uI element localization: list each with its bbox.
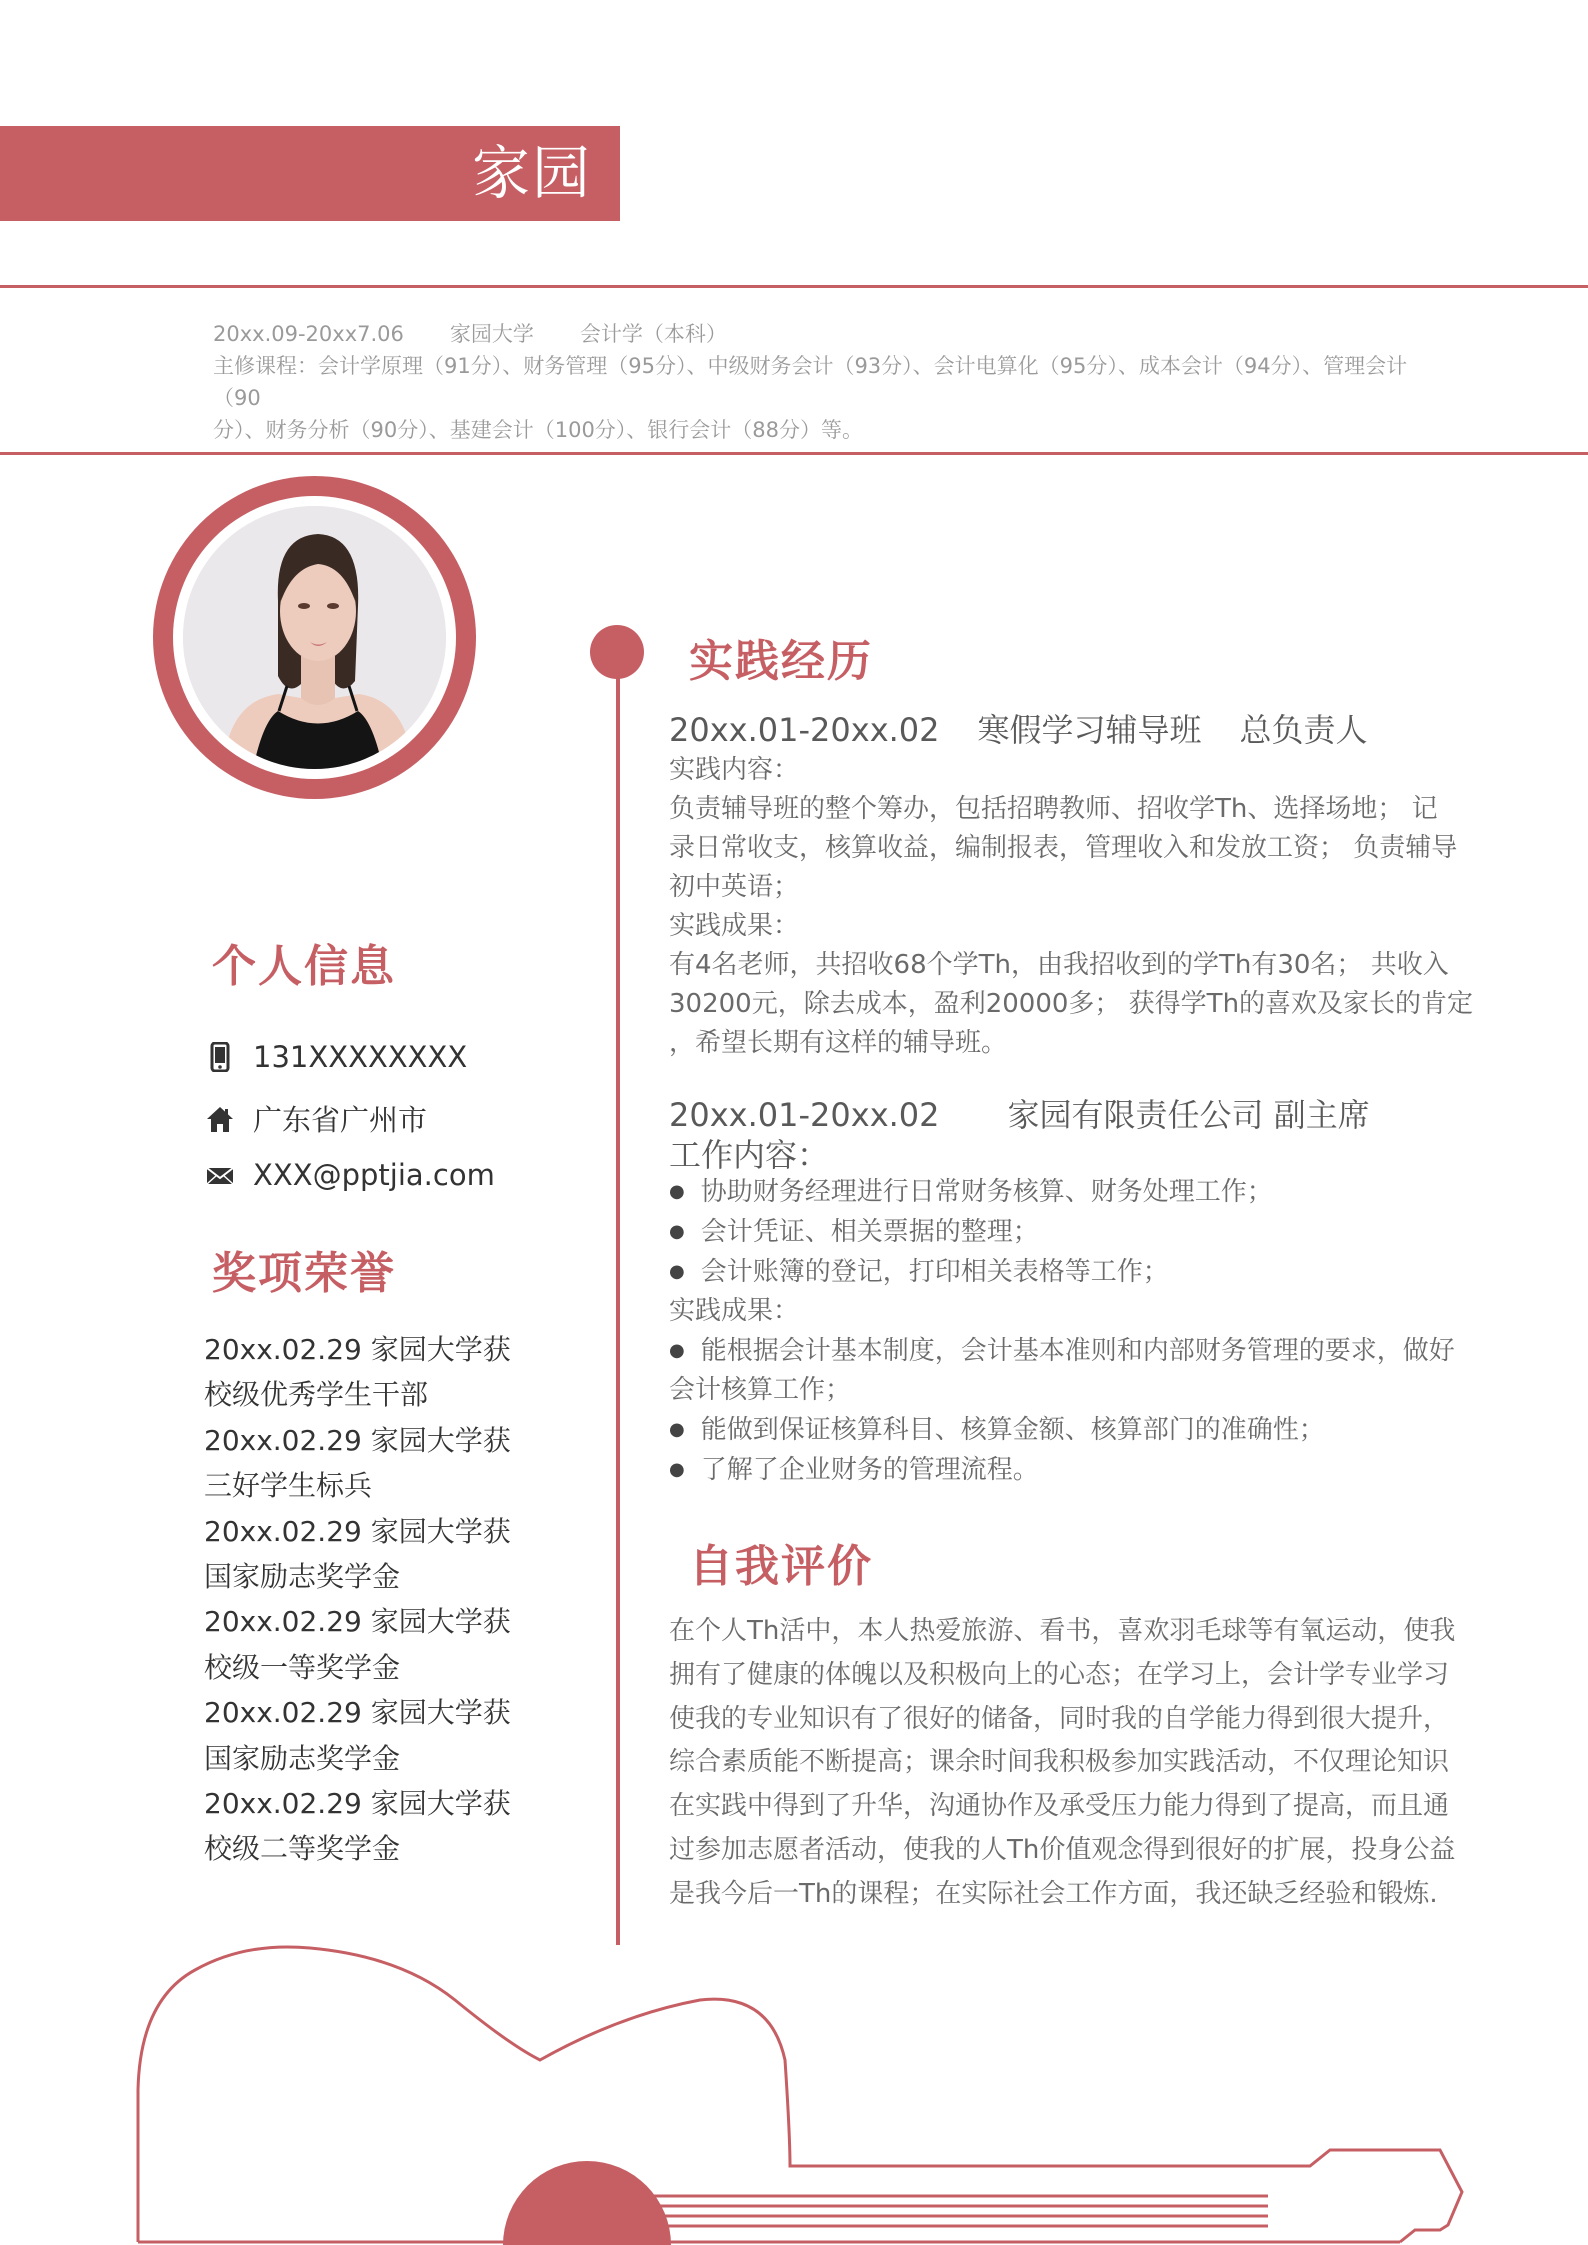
education-divider [0,452,1588,455]
self-eval-line: 在实践中得到了升华，沟通协作及承受压力能力得到了提高，而且通 [669,1791,1450,1822]
education-school: 家园大学 [449,322,534,346]
job2-result-label: 实践成果： [669,1296,800,1326]
award-line: 20xx.02.29 家园大学获 [204,1605,511,1639]
job2-result-bullet: ● 能根据会计基本制度，会计基本准则和内部财务管理的要求，做好 [669,1331,1489,1371]
practice-title: 实践经历 [689,636,873,687]
award-line: 国家励志奖学金 [204,1560,401,1594]
timeline-line [616,650,620,1945]
job1-content-line: 录日常收支，核算收益，编制报表，管理收入和发放工资； 负责辅导 [669,833,1458,863]
award-line: 20xx.02.29 家园大学获 [204,1514,511,1548]
guitar-outline-decoration [0,1930,1588,2245]
award-line: 校级优秀学生干部 [204,1378,429,1412]
mail-icon [205,1160,235,1190]
job2-bullet: ● 会计凭证、相关票据的整理； [669,1212,1489,1252]
contact-email [205,1158,495,1192]
self-eval-text [669,1610,1489,1917]
job1-content-line: 负责辅导班的整个筹办，包括招聘教师、招收学Th、选择场地； 记 [669,794,1438,824]
self-eval-line: 过参加志愿者活动，使我的人Th价值观念得到很好的扩展，投身公益 [669,1834,1456,1865]
job2-bullet: ● 协助财务经理进行日常财务核算、财务处理工作； [669,1172,1489,1212]
phone-icon [205,1042,235,1072]
award-line: 20xx.02.29 家园大学获 [204,1333,511,1366]
job1-role: 总负责人 [1239,711,1368,749]
job2-body [669,1172,1489,1490]
awards-title: 奖项荣誉 [212,1248,396,1299]
self-eval-line: 拥有了健康的体魄以及积极向上的心态；在学习上，会计学专业学习 [669,1659,1450,1690]
award-line: 国家励志奖学金 [204,1741,401,1775]
education-block [213,318,1443,446]
avatar [153,476,476,799]
job1-header [669,705,1406,751]
job2-result-bullet: ● 能做到保证核算科目、核算金额、核算部门的准确性； [669,1410,1489,1450]
education-courses-line: 主修课程：会计学原理（91分）、财务管理（95分）、中级财务会计（93分）、会计电算化（95分）、成本会计（94分）、管理会计（90 [213,354,1408,410]
education-period: 20xx.09-20xx7.06 [213,322,404,346]
job1-org: 寒假学习辅导班 [977,711,1202,749]
phone-number: 131XXXXXXXX [253,1040,468,1074]
candidate-name: 家园 [471,139,592,207]
award-line: 20xx.02.29 家园大学获 [204,1696,511,1730]
awards-list [204,1327,604,1872]
job2-result-bullet: ● 了解了企业财务的管理流程。 [669,1450,1489,1490]
contact-phone [205,1040,467,1074]
job2-period: 20xx.01-20xx.02 [669,1096,940,1134]
job1-result-line: ，希望长期有这样的辅导班。 [669,1028,1008,1058]
award-line: 校级二等奖学金 [204,1832,401,1866]
job1-result-line: 30200元，除去成本，盈利20000多； 获得学Th的喜欢及家长的肯定 [669,989,1474,1019]
portrait-photo [183,506,446,769]
award-line: 三好学生标兵 [204,1469,373,1503]
self-eval-line: 在个人Th活中，本人热爱旅游、看书，喜欢羽毛球等有氧运动，使我 [669,1616,1456,1646]
address-text: 广东省广州市 [253,1103,428,1137]
guitar-soundhole [503,2161,671,2245]
self-eval-line: 使我的专业知识有了很好的储备，同时我的自学能力得到很大提升， [669,1703,1450,1734]
self-eval-title: 自我评价 [689,1541,873,1592]
award-line: 校级一等奖学金 [204,1650,401,1684]
job2-bullet: ● 会计账簿的登记，打印相关表格等工作； [669,1252,1489,1292]
top-divider [0,285,1588,288]
self-eval-line: 是我今后一Th的课程；在实际社会工作方面，我还缺乏经验和锻炼. [669,1878,1438,1909]
job1-body [669,751,1489,1063]
job1-content-line: 初中英语； [669,872,800,902]
home-icon [205,1104,235,1134]
contact-address [205,1098,427,1139]
personal-info-title: 个人信息 [212,941,396,992]
education-major: 会计学（本科） [579,322,727,346]
avatar-border [173,496,456,779]
award-line: 20xx.02.29 家园大学获 [204,1787,511,1821]
job1-content-label: 实践内容： [669,755,800,785]
self-eval-line: 综合素质能不断提高；课余时间我积极参加实践活动，不仅理论知识 [669,1747,1450,1778]
education-summary [213,318,1443,350]
job1-result-label: 实践成果： [669,911,800,941]
email-link[interactable]: XXX@pptjia.com [253,1158,495,1192]
job2-result-continuation: 会计核算工作； [669,1375,852,1405]
name-banner [0,126,620,221]
job2-org: 家园有限责任公司 副主席 [1007,1096,1370,1134]
education-courses-line: 分）、财务分析（90分）、基建会计（100分）、银行会计（88分）等。 [213,418,864,442]
award-line: 20xx.02.29 家园大学获 [204,1423,511,1457]
job1-result-line: 有4名老师，共招收68个学Th，由我招收到的学Th有30名； 共收入 [669,950,1449,980]
timeline-dot [590,625,644,679]
job2-content-label: 工作内容： [669,1136,830,1174]
job1-period: 20xx.01-20xx.02 [669,711,940,749]
